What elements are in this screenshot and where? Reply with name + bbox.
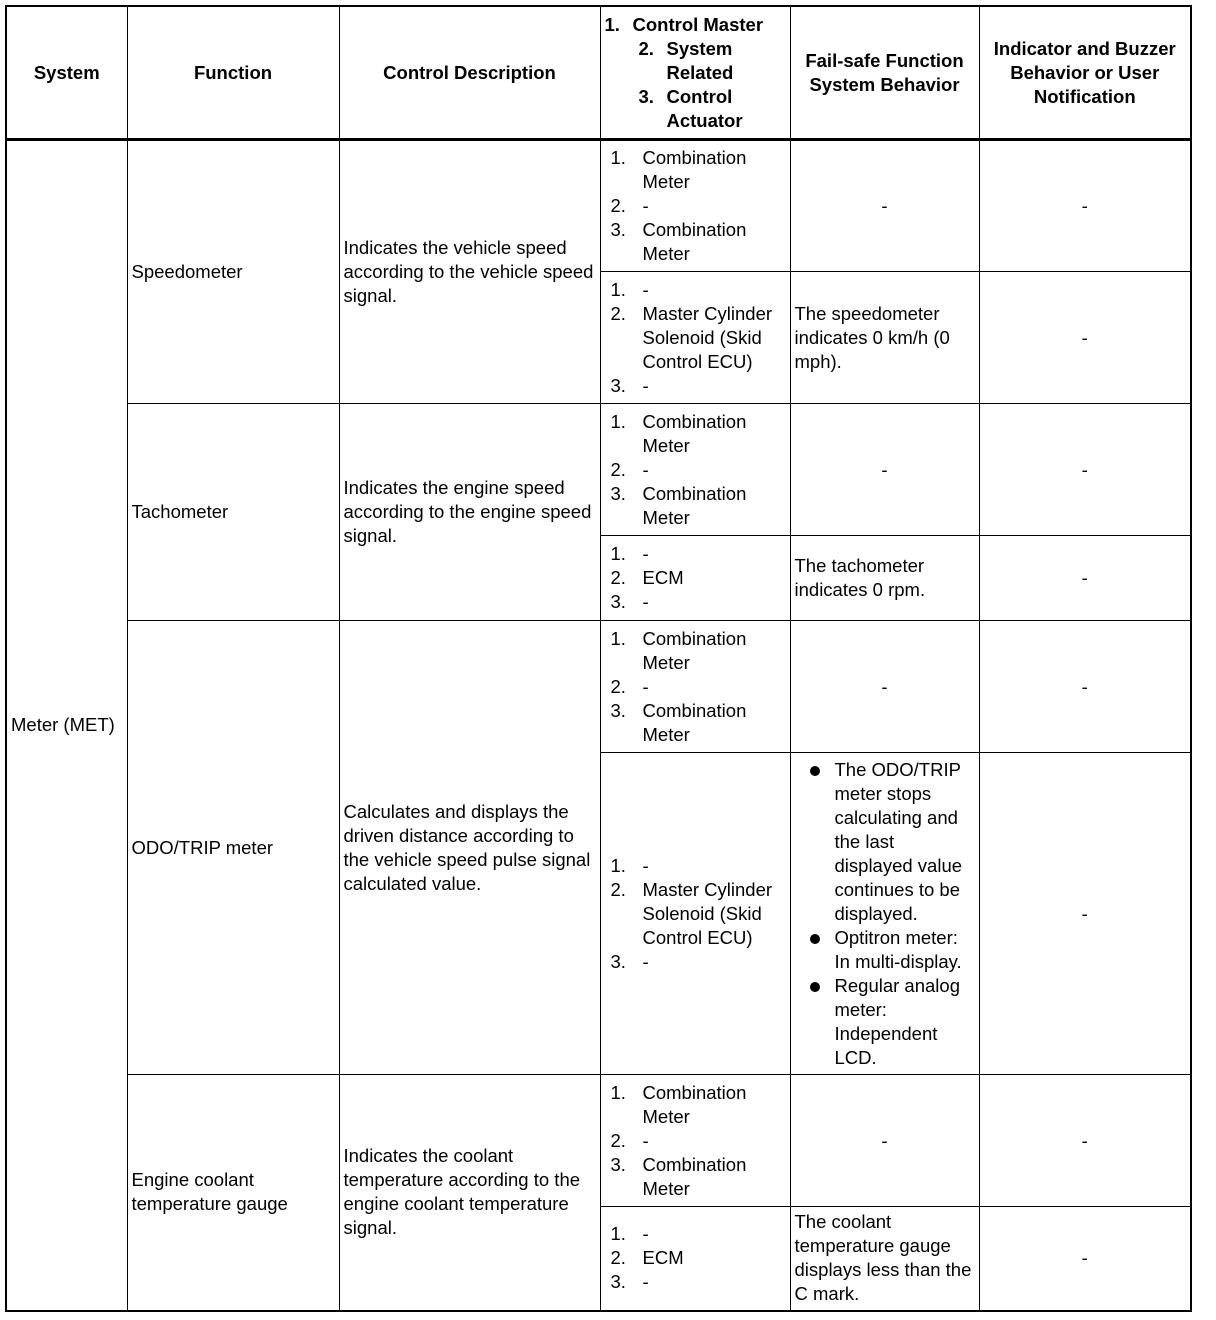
failsafe-bullet: Regular analog meter: Independent LCD. — [807, 974, 975, 1070]
failsafe-cell: The speedometer indicates 0 km/h (0 mph). — [790, 272, 979, 404]
actuator-list — [605, 410, 786, 530]
actuator-item: 3. - — [610, 591, 649, 612]
bullet-icon — [810, 766, 820, 776]
failsafe-cell — [790, 753, 979, 1075]
actuator-list — [605, 1222, 786, 1294]
function-cell: Tachometer — [127, 404, 339, 621]
header-actuator-list — [605, 13, 786, 133]
header-actuator-item: 3. Control Actuator — [638, 85, 743, 131]
actuator-list — [605, 146, 786, 266]
actuator-list — [605, 854, 786, 974]
header-actuator — [600, 6, 790, 140]
actuator-item: 3. - — [610, 374, 649, 396]
actuator-item: 1. Combination Meter — [610, 410, 747, 456]
description-cell: Indicates the vehicle speed according to the vehicle speed signal. — [339, 140, 600, 404]
indicator-cell: - — [979, 621, 1191, 753]
indicator-cell: - — [979, 1075, 1191, 1207]
table-row — [6, 404, 1191, 536]
header-function: Function — [127, 6, 339, 140]
failsafe-cell: - — [790, 1075, 979, 1207]
header-indicator: Indicator and Buzzer Behavior or User Notification — [979, 6, 1191, 140]
header-control-description: Control Description — [339, 6, 600, 140]
actuator-item: 1. Combination Meter — [610, 627, 747, 673]
actuator-item: 1. Combination Meter — [610, 1081, 747, 1127]
function-cell: Engine coolant temperature gauge — [127, 1075, 339, 1311]
actuator-item: 2. - — [610, 195, 649, 216]
actuator-item: 2. Master Cylinder Solenoid (Skid Control ECU) — [610, 878, 773, 948]
failsafe-bullet: The ODO/TRIP meter stops calculating and the last displayed value continues to be displayed. — [807, 758, 975, 926]
system-cell: Meter (MET) — [6, 140, 127, 1311]
bullet-icon — [810, 934, 820, 944]
actuator-item: 2. ECM — [610, 1247, 684, 1269]
actuator-item: 3. Combination Meter — [610, 482, 747, 528]
table-row — [6, 140, 1191, 272]
actuator-cell — [600, 140, 790, 272]
actuator-item: 2. Master Cylinder Solenoid (Skid Control ECU) — [610, 302, 773, 372]
actuator-list — [605, 627, 786, 747]
actuator-cell — [600, 621, 790, 753]
actuator-item: 3. - — [610, 1271, 649, 1293]
table-row — [6, 1075, 1191, 1207]
header-actuator-item: 2. System Related — [638, 37, 734, 83]
function-cell: ODO/TRIP meter — [127, 621, 339, 1075]
failsafe-cell: - — [790, 140, 979, 272]
indicator-cell: - — [979, 536, 1191, 621]
indicator-cell: - — [979, 753, 1191, 1075]
actuator-cell — [600, 753, 790, 1075]
actuator-item: 2. ECM — [610, 567, 684, 588]
description-cell: Indicates the coolant temperature according to the engine coolant temperature signal. — [339, 1075, 600, 1311]
failsafe-bullet-list — [795, 758, 975, 1070]
actuator-cell — [600, 404, 790, 536]
description-cell: Indicates the engine speed according to the engine speed signal. — [339, 404, 600, 621]
actuator-item: 3. Combination Meter — [610, 1153, 747, 1199]
actuator-list — [605, 1081, 786, 1201]
actuator-item: 2. - — [610, 458, 649, 480]
indicator-cell: - — [979, 272, 1191, 404]
failsafe-cell: The tachometer indicates 0 rpm. — [790, 536, 979, 621]
header-system: System — [6, 6, 127, 140]
description-cell: Calculates and displays the driven distance according to the vehicle speed pulse signal calculated value. — [339, 621, 600, 1075]
actuator-cell — [600, 536, 790, 621]
actuator-list — [605, 278, 786, 398]
actuator-item: 1. Combination Meter — [610, 147, 747, 192]
actuator-cell — [600, 1207, 790, 1311]
actuator-item: 3. Combination Meter — [610, 219, 747, 264]
function-cell: Speedometer — [127, 140, 339, 404]
header-actuator-item: 1. Control Master — [604, 13, 764, 35]
bullet-icon — [810, 982, 820, 992]
meter-spec-table — [5, 5, 1192, 1312]
actuator-item: 2. - — [610, 675, 649, 697]
indicator-cell: - — [979, 404, 1191, 536]
actuator-item: 1. - — [610, 1223, 649, 1245]
indicator-cell: - — [979, 140, 1191, 272]
failsafe-cell: The coolant temperature gauge displays less than the C mark. — [790, 1207, 979, 1311]
table-row — [6, 621, 1191, 753]
actuator-cell — [600, 272, 790, 404]
indicator-cell: - — [979, 1207, 1191, 1311]
actuator-item: 1. - — [610, 854, 649, 876]
actuator-item: 1. - — [610, 543, 649, 564]
actuator-item: 3. Combination Meter — [610, 699, 747, 745]
actuator-list — [605, 542, 786, 614]
header-failsafe: Fail-safe Function System Behavior — [790, 6, 979, 140]
failsafe-cell: - — [790, 404, 979, 536]
header-row — [6, 6, 1191, 140]
actuator-item: 3. - — [610, 950, 649, 972]
actuator-item: 1. - — [610, 278, 649, 300]
failsafe-cell: - — [790, 621, 979, 753]
actuator-item: 2. - — [610, 1129, 649, 1151]
failsafe-bullet: Optitron meter: In multi-display. — [807, 926, 975, 974]
actuator-cell — [600, 1075, 790, 1207]
